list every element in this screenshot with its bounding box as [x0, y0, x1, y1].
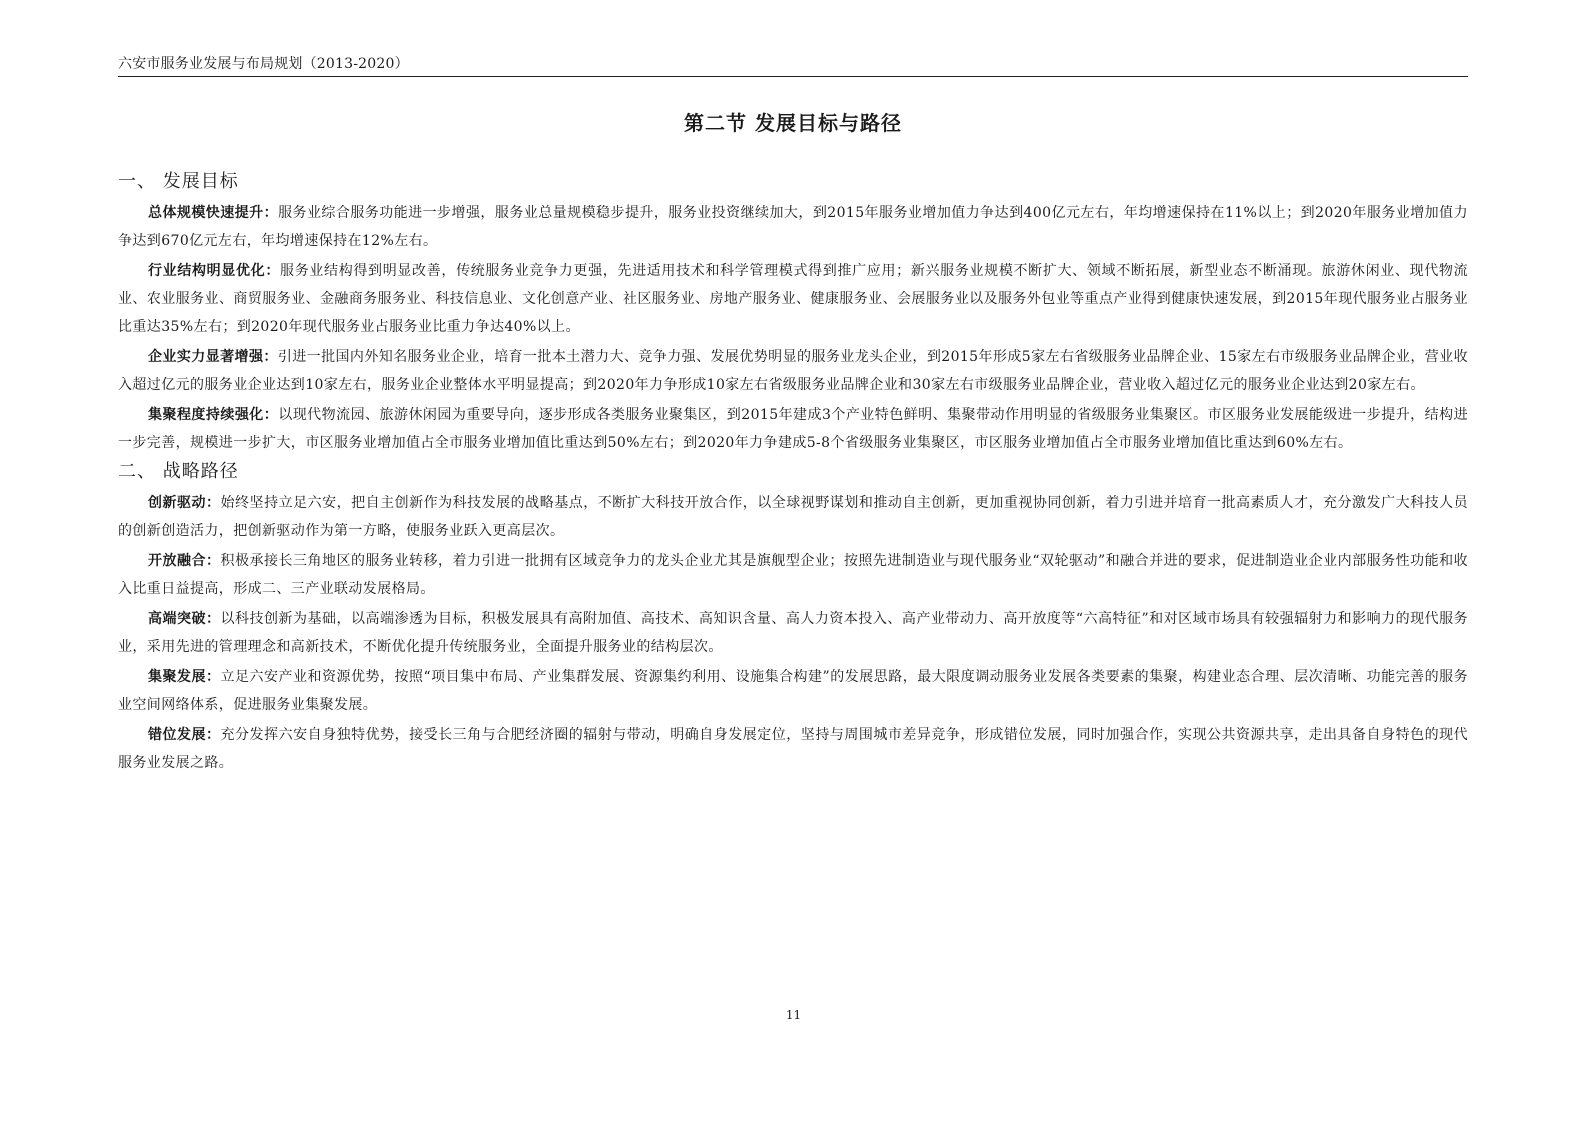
goal-paragraph: [118, 401, 1468, 457]
strategy-lead: 高端突破：: [148, 611, 221, 627]
goal-text: 服务业综合服务功能进一步增强，服务业总量规模稳步提升，服务业投资继续加大，到2015年服务业增加值力争达到400亿元左右，年均增速保持在11%以上；到2020年服务业增加值力争达到670亿元左右，年均增速保持在12%左右。: [118, 205, 1468, 249]
strategy-lead: 创新驱动：: [148, 495, 221, 511]
strategy-lead: 开放融合：: [148, 553, 221, 569]
strategy-text: 始终坚持立足六安，把自主创新作为科技发展的战略基点，不断扩大科技开放合作，以全球视野谋划和推动自主创新，更加重视协同创新，着力引进并培育一批高素质人才，充分激发广大科技人员的创新创造活力，把创新驱动作为第一方略，使服务业跃入更高层次。: [118, 495, 1469, 539]
goal-lead: 集聚程度持续强化：: [148, 407, 279, 423]
section-title: 第二节 发展目标与路径: [684, 111, 902, 135]
goal-lead: 总体规模快速提升：: [148, 205, 279, 221]
goal-text: 服务业结构得到明显改善，传统服务业竞争力更强，先进适用技术和科学管理模式得到推广应用；新兴服务业规模不断扩大、领域不断拓展，新型业态不断涌现。旅游休闲业、现代物流业、农业服务业、商贸服务业、金融商务服务业、科技信息业、文化创意产业、社区服务业、房地产服务业、健康服务业、会展服务业以及服务外包业等重点产业得到健康快速发展，到2015年现代服务业占服务业比重达35%左右；到2020年现代服务业占服务业比重力争达40%以上。: [118, 263, 1468, 335]
document-body: [118, 169, 1468, 779]
goals-heading: 一、 发展目标: [118, 171, 239, 192]
goal-lead: 行业结构明显优化：: [148, 263, 281, 279]
running-header: 六安市服务业发展与布局规划（2013-2020）: [118, 56, 409, 72]
strategy-text: 积极承接长三角地区的服务业转移，着力引进一批拥有区域竞争力的龙头企业尤其是旗舰型企业；按照先进制造业与现代服务业“双轮驱动”和融合并进的要求，促进制造业企业内部服务性功能和收入比重日益提高，形成二、三产业联动发展格局。: [118, 553, 1469, 597]
strategy-heading: 二、 战略路径: [118, 461, 239, 482]
page-number: 11: [785, 1008, 802, 1022]
strategy-text: 充分发挥六安自身独特优势，接受长三角与合肥经济圈的辐射与带动，明确自身发展定位，坚持与周围城市差异竞争，形成错位发展，同时加强合作，实现公共资源共享，走出具备自身特色的现代服务业发展之路。: [118, 727, 1469, 771]
strategy-lead: 错位发展：: [148, 727, 221, 743]
goal-text: 引进一批国内外知名服务业企业，培育一批本土潜力大、竞争力强、发展优势明显的服务业龙头企业，到2015年形成5家左右省级服务业品牌企业、15家左右市级服务业品牌企业，营业收入超过亿元的服务业企业达到10家左右，服务业企业整体水平明显提高；到2020年力争形成10家左右省级服务业品牌企业和30家左右市级服务业品牌企业，营业收入超过亿元的服务业企业达到20家左右。: [118, 349, 1468, 393]
goal-lead: 企业实力显著增强：: [148, 349, 278, 365]
strategy-paragraph: [118, 605, 1468, 661]
strategy-lead: 集聚发展：: [148, 669, 221, 685]
strategy-paragraph: [118, 721, 1468, 777]
strategy-text: 以科技创新为基础，以高端渗透为目标，积极发展具有高附加值、高技术、高知识含量、高人力资本投入、高产业带动力、高开放度等“六高特征”和对区域市场具有较强辐射力和影响力的现代服务业，采用先进的管理理念和高新技术，不断优化提升传统服务业，全面提升服务业的结构层次。: [118, 611, 1469, 655]
strategy-text: 立足六安产业和资源优势，按照“项目集中布局、产业集群发展、资源集约利用、设施集合构建”的发展思路，最大限度调动服务业发展各类要素的集聚，构建业态合理、层次清晰、功能完善的服务业空间网络体系，促进服务业集聚发展。: [118, 669, 1469, 713]
goal-text: 以现代物流园、旅游休闲园为重要导向，逐步形成各类服务业聚集区，到2015年建成3个产业特色鲜明、集聚带动作用明显的省级服务业集聚区。市区服务业发展能级进一步提升，结构进一步完善，规模进一步扩大，市区服务业增加值占全市服务业增加值比重达到50%左右；到2020年力争建成5-8个省级服务业集聚区，市区服务业增加值占全市服务业增加值比重达到60%左右。: [118, 407, 1468, 451]
goal-paragraph: [118, 343, 1468, 399]
strategy-paragraph: [118, 663, 1468, 719]
header-divider: [118, 76, 1468, 77]
strategy-paragraph: [118, 489, 1468, 545]
goal-paragraph: [118, 199, 1468, 255]
goal-paragraph: [118, 257, 1468, 341]
strategy-paragraph: [118, 547, 1468, 603]
